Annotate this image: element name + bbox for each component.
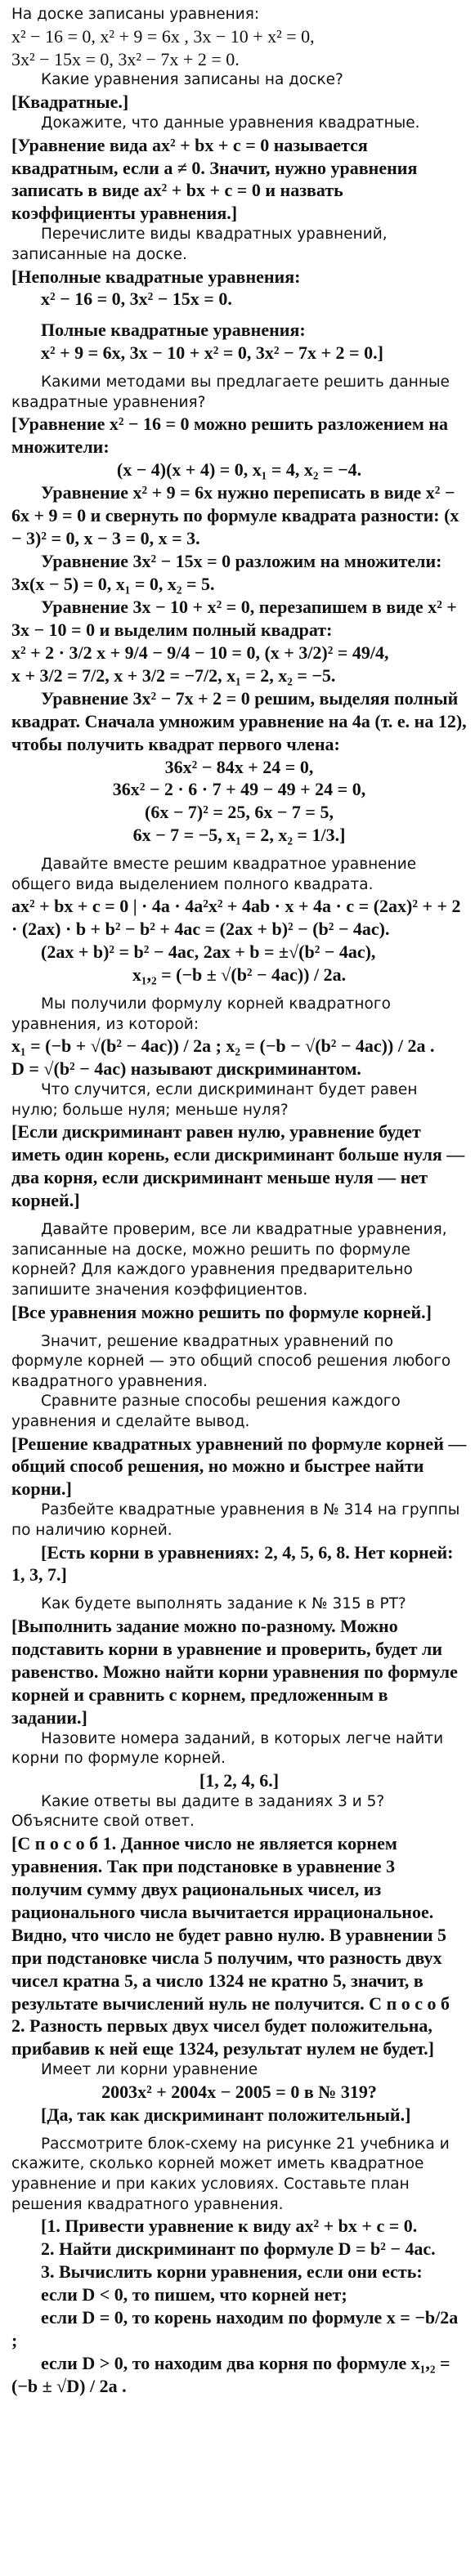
question-paragraph: Имеет ли корни уравнение bbox=[41, 2061, 258, 2079]
question-paragraph: Как будете выполнять задание к № 315 в РТ? bbox=[41, 1595, 406, 1613]
question-paragraph: Рассмотрите блок-схему на рисунке 21 учебника и скажите, сколько корней может иметь квадратное уравнение и при каких условиях. Составьте план решения квадратного уравнения. bbox=[11, 2135, 450, 2213]
question-paragraph: Что случится, если дискриминант будет равен нулю; больше нуля; меньше нуля? bbox=[11, 1081, 418, 1119]
answer-paragraph: 3x² − 15x = 0, 3x² − 7x + 2 = 0. bbox=[11, 48, 240, 69]
answer-paragraph: 36x² − 2 · 6 · 7 + 49 − 49 + 24 = 0, bbox=[112, 779, 366, 800]
answer-paragraph: [Выполнить задание можно по-разному. Можно подставить корни в уравнение и проверить, будет ли равенство. Можно найти корни уравнения по формуле корней и сравнить с корнем, предложенным в задании.] bbox=[11, 1615, 458, 1728]
answer-paragraph: D = √(b² − 4ac) называют дискриминантом. bbox=[11, 1058, 361, 1080]
question-paragraph: Назовите номера заданий, в которых легче найти корни по формуле корней. bbox=[11, 1729, 444, 1768]
question-paragraph: Разбейте квадратные уравнения в № 314 на группы по наличию корней. bbox=[11, 1501, 460, 1539]
answer-paragraph: x₁,₂ = (−b ± √(b² − 4ac)) / 2a. bbox=[132, 964, 347, 986]
question-paragraph: Сравните разные способы решения каждого уравнения и сделайте вывод. bbox=[11, 1393, 401, 1430]
answer-paragraph: если D > 0, то находим два корня по формуле x₁,₂ = (−b ± √D) / 2a . bbox=[11, 2352, 450, 2396]
answer-paragraph: [Решение квадратных уравнений по формуле корней — общий способ решения, но можно и быстрее найти корни.] bbox=[11, 1433, 467, 1500]
answer-paragraph: 3. Вычислить корни уравнения, если они есть: bbox=[41, 2261, 423, 2283]
answer-paragraph: x² − 16 = 0, 3x² − 15x = 0. bbox=[41, 288, 232, 310]
question-paragraph: На доске записаны уравнения: bbox=[11, 6, 260, 23]
answer-paragraph: [С п о с о б 1. Данное число не является корнем уравнения. Так при подстановке в уравнение 3 получим сумму двух рациональных чисел, из рационального числа вычитается иррациональное. Видно, что число не будет равно нулю. В уравнении 5 при подстановке числа 5 получим, что разность двух чисел кратна 5, а число 1324 не кратно 5, значит, в результате вычислений нуль не получится. С п о с о б 2. Разность первых двух чисел будет положительна, прибавив к ней еще 1324, результат нулем не будет.] bbox=[11, 1832, 450, 2059]
question-paragraph: Какие ответы вы дадите в заданиях 3 и 5? Объясните свой ответ. bbox=[11, 1792, 385, 1831]
answer-paragraph: если D = 0, то корень находим по формуле x = −b/2a ; bbox=[11, 2306, 459, 2350]
question-paragraph: Значит, решение квадратных уравнений по формуле корней — это общий способ решения любого квадратного уравнения. bbox=[11, 1332, 451, 1390]
answer-paragraph: если D < 0, то пишем, что корней нет; bbox=[41, 2284, 347, 2305]
answer-paragraph: Уравнение x² + 9 = 6x нужно переписать в виде x² − 6x + 9 = 0 и свернуть по формуле квадрата разности: (x − 3)² = 0, x − 3 = 0, x = 3. bbox=[11, 482, 459, 549]
answer-paragraph: x² + 2 · 3/2 x + 9/4 − 9/4 − 10 = 0, (x + 3/2)² = 49/4, bbox=[11, 642, 389, 663]
answer-paragraph: Уравнение 3x² − 15x = 0 разложим на множители: 3x(x − 5) = 0, x₁ = 0, x₂ = 5. bbox=[11, 551, 442, 595]
question-paragraph: Давайте вместе решим квадратное уравнение общего вида выделением полного квадрата. bbox=[11, 856, 417, 893]
answer-paragraph: Уравнение 3x − 10 + x² = 0, перезапишем в виде x² + 3x − 10 = 0 и выделим полный квадрат: bbox=[11, 596, 457, 640]
question-paragraph: Давайте проверим, все ли квадратные уравнения, записанные на доске, можно решить по формуле корней? Для каждого уравнения предварительно запишите значения коэффициентов. bbox=[11, 1221, 447, 1299]
question-paragraph: Какими методами вы предлагаете решить данные квадратные уравнения? bbox=[11, 373, 450, 411]
answer-paragraph: ax² + bx + c = 0 | · 4a · 4a²x² + 4ab · x + 4a · c = (2ax)² + + 2 · (2ax) · b + b² − b² + 4ac = (2ax + b)² − (b² − 4ac). bbox=[11, 896, 461, 940]
answer-paragraph: Уравнение 3x² − 7x + 2 = 0 решим, выделяя полный квадрат. Сначала умножим уравнение на 4a (т. е. на 12), чтобы получить квадрат первого члена: bbox=[11, 687, 467, 754]
answer-paragraph: (6x − 7)² = 25, 6x − 7 = 5, bbox=[145, 802, 334, 823]
answer-paragraph: Полные квадратные уравнения: bbox=[41, 320, 306, 341]
answer-paragraph: 2003x² + 2004x − 2005 = 0 в № 319? bbox=[101, 2081, 377, 2102]
answer-paragraph: (x − 4)(x + 4) = 0, x₁ = 4, x₂ = −4. bbox=[116, 459, 362, 481]
answer-paragraph: [1, 2, 4, 6.] bbox=[199, 1769, 280, 1791]
answer-paragraph: [Если дискриминант равен нулю, уравнение будет иметь один корень, если дискриминант больше нуля — два корня, если дискриминант меньше нуля — нет корней.] bbox=[11, 1121, 465, 1211]
answer-paragraph: [Уравнение вида ax² + bx + c = 0 называется квадратным, если a ≠ 0. Значит, нужно уравнения записать в виде ax² + bx + c = 0 и назвать коэффициенты уравнения.] bbox=[11, 134, 418, 224]
answer-paragraph: x² − 16 = 0, x² + 9 = 6x , 3x − 10 + x² = 0, bbox=[11, 25, 315, 47]
answer-paragraph: [Неполные квадратные уравнения: bbox=[11, 266, 301, 287]
question-paragraph: Мы получили формулу корней квадратного уравнения, из которой: bbox=[11, 995, 391, 1033]
answer-paragraph: x + 3/2 = 7/2, x + 3/2 = −7/2, x₁ = 2, x₂ = −5. bbox=[11, 664, 336, 686]
question-paragraph: Докажите, что данные уравнения квадратные. bbox=[41, 114, 420, 132]
question-paragraph: Какие уравнения записаны на доске? bbox=[41, 71, 343, 89]
answer-paragraph: (2ax + b)² = b² − 4ac, 2ax + b = ±√(b² − 4ac), bbox=[41, 941, 376, 963]
answer-paragraph: [Да, так как дискриминант положительный.] bbox=[41, 2104, 411, 2125]
answer-paragraph: x₁ = (−b + √(b² − 4ac)) / 2a ; x₂ = (−b − √(b² − 4ac)) / 2a . bbox=[11, 1035, 435, 1057]
answer-paragraph: [Квадратные.] bbox=[11, 92, 129, 113]
answer-paragraph: [Все уравнения можно решить по формуле корней.] bbox=[11, 1301, 432, 1322]
answer-paragraph: [1. Привести уравнение к виду ax² + bx + c = 0. bbox=[41, 2216, 418, 2237]
answer-paragraph: [Есть корни в уравнениях: 2, 4, 5, 6, 8. Нет корней: 1, 3, 7.] bbox=[11, 1541, 454, 1585]
answer-paragraph: 36x² − 84x + 24 = 0, bbox=[164, 756, 314, 777]
answer-paragraph: [Уравнение x² − 16 = 0 можно решить разложением на множители: bbox=[11, 414, 449, 458]
question-paragraph: Перечислите виды квадратных уравнений, записанные на доске. bbox=[11, 226, 388, 263]
answer-paragraph: 6x − 7 = −5, x₁ = 2, x₂ = 1/3.] bbox=[132, 825, 346, 846]
answer-paragraph: 2. Найти дискриминант по формуле D = b² − 4ac. bbox=[41, 2238, 436, 2260]
answer-paragraph: x² + 9 = 6x, 3x − 10 + x² = 0, 3x² − 7x + 2 = 0.] bbox=[41, 342, 383, 364]
